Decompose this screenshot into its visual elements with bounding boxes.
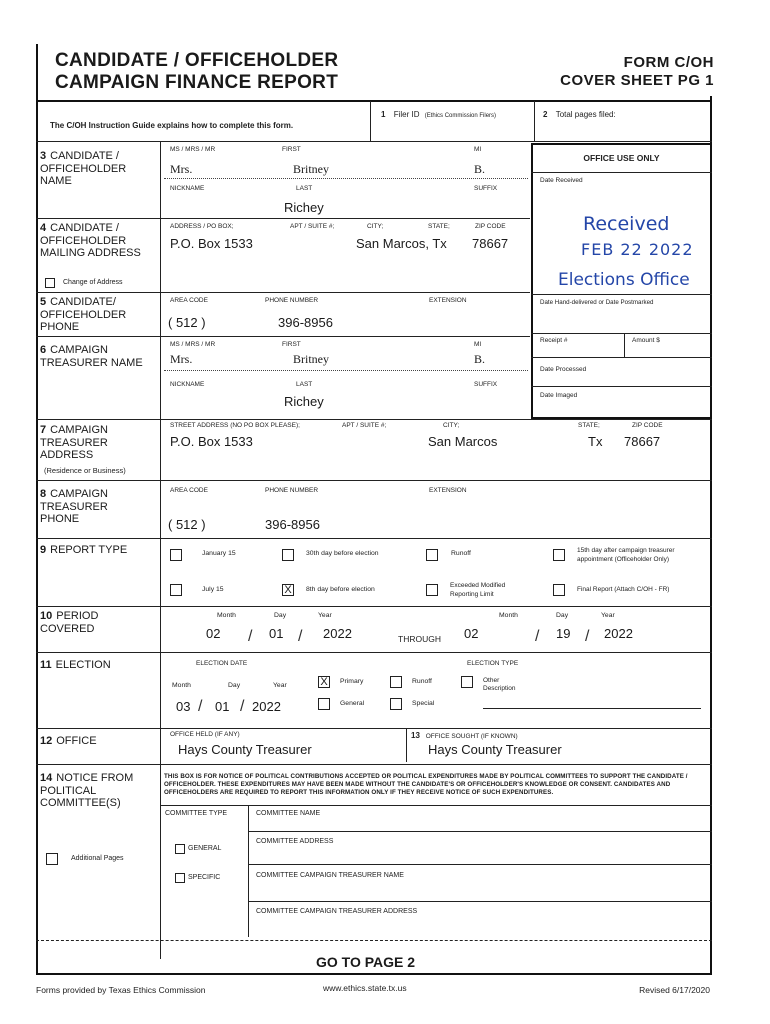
report-final-label: Final Report (Attach C/OH - FR) (577, 586, 670, 593)
s3-last-value: Richey (284, 200, 324, 215)
s7-apt-label: APT / SUITE #; (342, 422, 387, 429)
election-general-checkbox[interactable] (318, 698, 330, 710)
s6-first-label: FIRST (282, 341, 301, 348)
footer-rule (36, 973, 712, 975)
s6-label (40, 344, 150, 369)
s10-num: 10 (40, 610, 53, 622)
s5-num: 5 (40, 296, 47, 308)
s11-slash2: / (240, 698, 245, 715)
filer-divider (370, 101, 371, 141)
s10-to-day-label: Day (556, 612, 569, 619)
total-pages-label (543, 110, 616, 119)
s10-through: THROUGH (398, 634, 441, 644)
s6-suffix-label: SUFFIX (474, 381, 498, 388)
s7-label (40, 424, 150, 462)
election-other-label: Other Description (483, 677, 516, 692)
committee-address-label: COMMITTEE ADDRESS (256, 838, 334, 845)
s11-type-label: ELECTION TYPE (467, 660, 519, 667)
s11-day: 01 (215, 699, 230, 714)
receipt-divider (624, 333, 625, 357)
s4-city-state-value: San Marcos, Tx (356, 236, 447, 251)
s6-first-value: Britney (293, 352, 329, 366)
row-line-12-top (36, 728, 712, 729)
committee-header-rule (160, 805, 712, 806)
row-line-8-top (36, 480, 712, 481)
s14-num: 14 (40, 772, 53, 784)
s8-phone-value: 396-8956 (265, 517, 320, 532)
header-divider (36, 100, 712, 102)
s11-year-label: Year (273, 682, 287, 689)
s11-year: 2022 (252, 699, 281, 714)
election-runoff-checkbox[interactable] (390, 676, 402, 688)
s3-dotted-rule (164, 178, 528, 179)
report-july15-label: July 15 (202, 586, 224, 593)
s10-to-year: 2022 (604, 626, 633, 641)
s11-month: 03 (176, 699, 191, 714)
committee-name-rule (248, 831, 712, 832)
s13-sought-value: Hays County Treasurer (428, 742, 562, 757)
s4-address-label: ADDRESS / PO BOX; (170, 223, 234, 230)
s10-slash3: / (535, 628, 540, 645)
s10-to-day: 19 (556, 626, 571, 641)
form-title-line1: CANDIDATE / OFFICEHOLDER (55, 50, 339, 71)
committee-treasurer-rule (248, 901, 712, 902)
report-exceeded-label: Exceeded Modified Reporting Limit (450, 582, 506, 598)
footer-url: www.ethics.state.tx.us (323, 983, 407, 993)
s10-from-year-label: Year (318, 612, 332, 619)
s8-area-label: AREA CODE (170, 487, 208, 494)
s4-state-label: STATE; (428, 223, 450, 230)
report-30day-checkbox[interactable] (282, 549, 294, 561)
pages-divider (534, 101, 535, 141)
s3-text: CANDIDATE / OFFICEHOLDER NAME (40, 150, 127, 187)
s10-to-year-label: Year (601, 612, 615, 619)
s6-mi-value: B. (474, 352, 486, 366)
form-code: FORM C/OH (623, 54, 714, 71)
s3-mi-label: MI (474, 146, 482, 153)
report-july15-checkbox[interactable] (170, 584, 182, 596)
election-general-label: General (340, 700, 365, 707)
total-pages-num: 2 (543, 110, 548, 119)
instruction-text: The C/OH Instruction Guide explains how to complete this form. (50, 121, 294, 130)
row-line-10-top (36, 606, 712, 607)
s7-city-value: San Marcos (428, 434, 498, 449)
s3-first-label: FIRST (282, 146, 301, 153)
s10-text: PERIOD COVERED (40, 610, 99, 635)
date-processed-label: Date Processed (540, 366, 587, 373)
s4-label (40, 222, 158, 260)
s6-ms-value: Mrs. (170, 352, 193, 366)
additional-pages-label: Additional Pages (71, 855, 124, 862)
s12-held-value: Hays County Treasurer (178, 742, 312, 757)
row-line-7-top (36, 419, 712, 420)
s4-city-label: CITY; (367, 223, 384, 230)
row-line-11-top (36, 652, 712, 653)
date-imaged-label: Date Imaged (540, 392, 578, 399)
committee-treasurer-address-label: COMMITTEE CAMPAIGN TREASURER ADDRESS (256, 908, 418, 915)
s3-last-label: LAST (296, 185, 313, 192)
s6-dotted-rule (164, 370, 528, 371)
report-final-checkbox[interactable] (553, 584, 565, 596)
s8-ext-label: EXTENSION (429, 487, 467, 494)
s6-last-value: Richey (284, 394, 324, 409)
s12-label (40, 735, 150, 748)
change-of-address-checkbox[interactable] (45, 278, 55, 288)
s4-text: CANDIDATE / OFFICEHOLDER MAILING ADDRESS (40, 222, 141, 259)
committee-address-rule (248, 864, 712, 865)
s10-slash2: / (298, 628, 303, 645)
footer-provided-by: Forms provided by Texas Ethics Commission (36, 985, 206, 995)
s7-zip-label: ZIP CODE (632, 422, 663, 429)
committee-treasurer-name-label: COMMITTEE CAMPAIGN TREASURER NAME (256, 872, 404, 879)
s6-mi-label: MI (474, 341, 482, 348)
row-line-3-top (36, 141, 712, 142)
s8-label (40, 488, 150, 526)
report-8day-checkbox[interactable]: X (282, 584, 294, 596)
report-runoff-label: Runoff (451, 550, 471, 557)
election-special-checkbox[interactable] (390, 698, 402, 710)
s12-text: OFFICE (56, 735, 97, 747)
s13-num: 13 (411, 731, 420, 740)
report-8day-label: 8th day before election (306, 586, 375, 593)
office-use-rule5 (531, 386, 712, 387)
stamp-office: Elections Office (558, 270, 690, 290)
report-jan15-label: January 15 (202, 550, 236, 557)
s11-text: ELECTION (55, 659, 111, 671)
s7-text: CAMPAIGN TREASURER ADDRESS (40, 424, 108, 461)
committee-specific-checkbox[interactable] (175, 873, 185, 883)
s6-nickname-label: NICKNAME (170, 381, 205, 388)
committee-type-divider (248, 805, 249, 937)
s10-from-month: 02 (206, 626, 221, 641)
s10-from-day: 01 (269, 626, 284, 641)
committee-name-label: COMMITTEE NAME (256, 810, 321, 817)
s3-label (40, 150, 158, 188)
amount-label: Amount $ (632, 337, 660, 344)
report-runoff-checkbox[interactable] (426, 549, 438, 561)
s11-day-label: Day (228, 682, 241, 689)
s4-zip-value: 78667 (472, 236, 509, 251)
committee-type-label: COMMITTEE TYPE (165, 810, 228, 817)
s9-label (40, 544, 158, 557)
s3-mi-value: B. (474, 162, 486, 176)
s3-ms-value: Mrs. (170, 162, 193, 176)
s5-area-label: AREA CODE (170, 297, 208, 304)
s4-zip-label: ZIP CODE (475, 223, 506, 230)
s3-nickname-label: NICKNAME (170, 185, 205, 192)
s10-from-month-label: Month (217, 612, 236, 619)
committee-general-checkbox[interactable] (175, 844, 185, 854)
s8-text: CAMPAIGN TREASURER PHONE (40, 488, 108, 525)
s11-num: 11 (40, 659, 52, 671)
bottom-inner-rule (36, 940, 712, 941)
s14-text: NOTICE FROM POLITICAL COMMITTEE(S) (40, 772, 134, 809)
outer-left-border (36, 44, 38, 974)
s12-num: 12 (40, 735, 53, 747)
election-runoff-label: Runoff (412, 678, 432, 685)
s10-to-month: 02 (464, 626, 479, 641)
s5-phone-value: 396-8956 (278, 315, 333, 330)
s3-ms-label: MS / MRS / MR (170, 146, 216, 153)
office-use-rule3 (531, 333, 712, 334)
s4-num: 4 (40, 222, 47, 234)
stamp-received: Received (583, 213, 670, 235)
office-use-rule2 (531, 294, 712, 295)
form-subtitle: COVER SHEET PG 1 (560, 72, 714, 89)
committee-general-label: GENERAL (188, 845, 222, 852)
s8-area-value: ( 512 ) (168, 517, 206, 532)
total-pages-text: Total pages filed: (555, 110, 616, 119)
s14-notice: THIS BOX IS FOR NOTICE OF POLITICAL CONTRIBUTIONS ACCEPTED OR POLITICAL EXPENDITURES MADE BY POLITICAL COMMITTEES TO SUPPORT THE CANDIDATE / OFFICEHOLDER. THESE EXPENDITURES MAY HAVE BEEN MADE WITHOUT THE CANDIDATE'S OR OFFICEHOLDER'S KNOWLEDGE OR CONSENT. CANDIDATES AND OFFICEHOLDERS ARE REQUIRED TO REPORT THIS INFORMATION ONLY IF THEY RECEIVE NOTICE OF SUCH EXPENDITURES. (164, 773, 688, 796)
s9-text: REPORT TYPE (50, 544, 128, 556)
report-15day-label: 15th day after campaign treasurer appointment (Officeholder Only) (577, 547, 675, 563)
label-column-divider (160, 141, 161, 959)
s11-label (40, 659, 150, 672)
s14-label (40, 772, 152, 810)
change-of-address-label: Change of Address (63, 279, 123, 286)
s9-num: 9 (40, 544, 47, 556)
s11-date-label: ELECTION DATE (196, 660, 248, 667)
s11-month-label: Month (172, 682, 191, 689)
s3-num: 3 (40, 150, 47, 162)
office-use-rule1 (531, 172, 712, 173)
s13-sought-label (411, 731, 518, 740)
stamp-date: FEB 22 2022 (581, 240, 694, 259)
hand-delivered-label: Date Hand-delivered or Date Postmarked (540, 299, 654, 306)
s4-apt-label: APT / SUITE #; (290, 223, 335, 230)
footer-revised: Revised 6/17/2020 (639, 985, 710, 995)
report-15day-checkbox[interactable] (553, 549, 565, 561)
go-to-page-2: GO TO PAGE 2 (316, 954, 416, 970)
office-use-rule4 (531, 357, 712, 358)
s10-from-day-label: Day (274, 612, 287, 619)
s7-city-label: CITY; (443, 422, 460, 429)
s5-phone-label: PHONE NUMBER (265, 297, 319, 304)
s11-slash1: / (198, 698, 203, 715)
report-exceeded-checkbox[interactable] (426, 584, 438, 596)
s6-ms-label: MS / MRS / MR (170, 341, 216, 348)
receipt-label: Receipt # (540, 337, 568, 344)
s10-from-year: 2022 (323, 626, 352, 641)
election-other-checkbox[interactable] (461, 676, 473, 688)
s7-state-label: STATE; (578, 422, 600, 429)
election-special-label: Special (412, 700, 435, 707)
filer-id-label (381, 110, 496, 119)
date-received-label: Date Received (540, 177, 583, 184)
filer-id-sub: (Ethics Commission Filers) (424, 113, 497, 119)
s8-num: 8 (40, 488, 47, 500)
row-line-5-top (36, 292, 530, 293)
filer-id-num: 1 (381, 110, 386, 119)
other-description-line (483, 708, 701, 709)
s6-num: 6 (40, 344, 47, 356)
s7-street-value: P.O. Box 1533 (170, 434, 253, 449)
office-use-heading: OFFICE USE ONLY (583, 153, 660, 163)
election-primary-label: Primary (340, 678, 364, 685)
s7-sub: (Residence or Business) (44, 466, 126, 475)
election-primary-checkbox[interactable]: X (318, 676, 330, 688)
s10-to-month-label: Month (499, 612, 518, 619)
s10-label (40, 610, 150, 635)
filer-id-text: Filer ID (393, 110, 420, 119)
s13-sought-text: OFFICE SOUGHT (IF KNOWN) (425, 733, 518, 740)
row-line-9-top (36, 538, 712, 539)
s12-held-label: OFFICE HELD (IF ANY) (170, 731, 240, 738)
s5-area-value: ( 512 ) (168, 315, 206, 330)
row-line-4-top (36, 218, 530, 219)
s7-num: 7 (40, 424, 47, 436)
s6-last-label: LAST (296, 381, 313, 388)
s7-state-value: Tx (588, 434, 603, 449)
committee-specific-label: SPECIFIC (188, 874, 221, 881)
s6-text: CAMPAIGN TREASURER NAME (40, 344, 143, 369)
row-line-6-top (36, 336, 530, 337)
form-title-line2: CAMPAIGN FINANCE REPORT (55, 72, 339, 93)
s10-slash4: / (585, 628, 590, 645)
report-30day-label: 30th day before election (306, 550, 379, 557)
s10-slash1: / (248, 628, 253, 645)
s3-suffix-label: SUFFIX (474, 185, 498, 192)
s5-text: CANDIDATE/ OFFICEHOLDER PHONE (40, 296, 127, 333)
additional-pages-checkbox[interactable] (46, 853, 58, 865)
s4-address-value: P.O. Box 1533 (170, 236, 253, 251)
s5-ext-label: EXTENSION (429, 297, 467, 304)
report-jan15-checkbox[interactable] (170, 549, 182, 561)
s7-street-label: STREET ADDRESS (NO PO BOX PLEASE); (170, 422, 300, 429)
s7-zip-value: 78667 (624, 434, 661, 449)
office-divider (406, 728, 407, 762)
s5-label (40, 296, 158, 334)
s3-first-value: Britney (293, 162, 329, 176)
s8-phone-label: PHONE NUMBER (265, 487, 319, 494)
row-line-14-top (36, 764, 712, 765)
